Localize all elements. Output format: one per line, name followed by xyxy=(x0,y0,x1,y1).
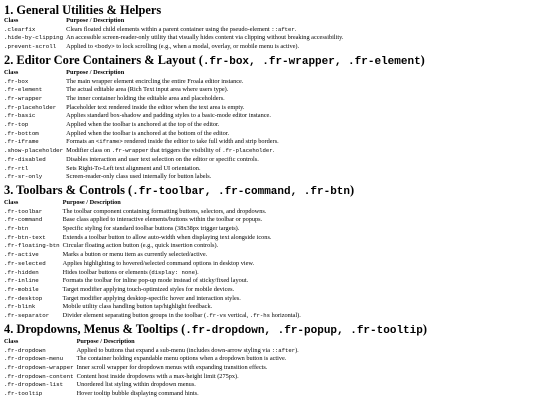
table-row xyxy=(4,165,282,174)
inline-code: .fr-placeholder xyxy=(222,147,273,155)
table-header-row xyxy=(4,199,304,208)
table-row xyxy=(4,43,346,52)
table-row xyxy=(4,390,302,399)
table-row xyxy=(4,225,304,234)
table-header-row xyxy=(4,338,302,347)
table-row xyxy=(4,34,346,43)
inline-code: ::after xyxy=(271,25,295,33)
table-row xyxy=(4,216,304,225)
class-name-cell: .fr-bottom xyxy=(4,129,39,137)
description-cell: Target modifier applying desktop-specific hover and interaction styles. xyxy=(62,294,241,302)
heading-class-list: .fr-box, .fr-wrapper, .fr-element xyxy=(202,55,421,68)
description-cell: The main wrapper element encircling the entire Froala editor instance. xyxy=(66,77,244,85)
description-cell: Applied to <body> to lock scrolling (e.g., when a modal, overlay, or mobile menu is active). xyxy=(66,43,300,51)
table-row xyxy=(4,303,304,312)
class-name-cell: .fr-dropdown xyxy=(4,346,46,354)
description-cell: Sets Right-To-Left text alignment and UI orientation. xyxy=(66,164,201,172)
class-name-cell: .fr-btn xyxy=(4,225,29,233)
table-header-row xyxy=(4,17,346,26)
description-cell: Modifier class on .fr-wrapper that triggers the visibility of .fr-placeholder. xyxy=(66,147,275,155)
description-cell: Formats the toolbar for inline pop-up mode instead of sticky/fixed layout. xyxy=(62,277,249,285)
table-dropdowns-menus xyxy=(4,338,302,399)
class-name-cell: .show-placeholder xyxy=(4,147,64,155)
class-name-cell: .fr-floating-btn xyxy=(4,242,60,250)
column-header-purpose: Purpose / Description xyxy=(66,68,125,76)
description-cell: Applied when the toolbar is anchored at the bottom of the editor. xyxy=(66,129,230,137)
column-header-purpose: Purpose / Description xyxy=(76,337,135,345)
table-body xyxy=(4,26,346,52)
class-name-cell: .fr-disabled xyxy=(4,155,46,163)
description-cell: Base class applied to interactive elements/buttons within the toolbar or popups. xyxy=(62,216,263,224)
description-cell: Content host inside dropdowns with a max-height limit (275px). xyxy=(76,372,239,380)
class-name-cell: .fr-desktop xyxy=(4,294,43,302)
inline-code: display: none xyxy=(151,268,195,276)
table-row xyxy=(4,234,304,243)
table-body xyxy=(4,208,304,321)
class-name-cell: .fr-command xyxy=(4,216,43,224)
table-row xyxy=(4,373,302,382)
class-name-cell: .fr-toolbar xyxy=(4,207,43,215)
inline-code: .fr-hs xyxy=(249,312,270,320)
description-cell: Placeholder text rendered inside the editor when the text area is empty. xyxy=(66,103,245,111)
table-row xyxy=(4,26,346,35)
table-row xyxy=(4,138,282,147)
inline-code: <iframe> xyxy=(95,138,123,146)
table-row xyxy=(4,251,304,260)
class-name-cell: .prevent-scroll xyxy=(4,43,57,51)
description-cell: Clears floated child elements within a parent container using the pseudo-element ::after. xyxy=(66,25,297,33)
inline-code: .fr-wrapper xyxy=(111,147,149,155)
class-name-cell: .fr-separator xyxy=(4,312,50,320)
column-header-class: Class xyxy=(4,337,19,345)
class-name-cell: .fr-placeholder xyxy=(4,103,57,111)
class-name-cell: .fr-inline xyxy=(4,277,39,285)
description-cell: Divider element separating button groups in the toolbar (.fr-vs vertical, .fr-hs horizontal). xyxy=(62,312,301,320)
table-row xyxy=(4,156,282,165)
table-row xyxy=(4,277,304,286)
description-cell: An accessible screen-reader-only utility that visually hides content via clipping without breaking accessibility. xyxy=(66,34,344,42)
description-cell: Unordered list styling within dropdown menus. xyxy=(76,381,196,389)
description-cell: Inner scroll wrapper for dropdown menus with expanding transition effects. xyxy=(76,363,268,371)
table-row xyxy=(4,381,302,390)
class-name-cell: .fr-element xyxy=(4,86,43,94)
description-cell: Applied to buttons that expand a sub-menu (includes down-arrow styling via ::after). xyxy=(76,346,299,354)
table-general-utilities xyxy=(4,17,346,52)
table-row xyxy=(4,130,282,139)
section-heading-editor-core: 2. Editor Core Containers & Layout (.fr-box, .fr-wrapper, .fr-element) xyxy=(4,52,425,68)
table-toolbars-controls xyxy=(4,199,304,321)
table-row xyxy=(4,95,282,104)
class-name-cell: .fr-top xyxy=(4,121,29,129)
column-header-class: Class xyxy=(4,198,19,206)
class-name-cell: .fr-dropdown-wrapper xyxy=(4,363,74,371)
table-row xyxy=(4,355,302,364)
table-row xyxy=(4,147,282,156)
class-name-cell: .fr-rtl xyxy=(4,164,29,172)
table-row xyxy=(4,242,304,251)
inline-code: <body> xyxy=(94,43,115,51)
description-cell: Disables interaction and user text selection on the editor or specific controls. xyxy=(66,155,259,163)
column-header-class: Class xyxy=(4,68,19,76)
table-row xyxy=(4,121,282,130)
class-name-cell: .fr-basic xyxy=(4,112,36,120)
class-name-cell: .fr-selected xyxy=(4,259,46,267)
table-row xyxy=(4,112,282,121)
heading-class-list: .fr-toolbar, .fr-command, .fr-btn xyxy=(132,185,351,198)
section-heading-toolbars-controls: 3. Toolbars & Controls (.fr-toolbar, .fr-command, .fr-btn) xyxy=(4,182,355,198)
description-cell: Screen-reader-only class used internally for button labels. xyxy=(66,173,212,181)
class-name-cell: .fr-dropdown-menu xyxy=(4,355,64,363)
column-header-purpose: Purpose / Description xyxy=(66,17,125,24)
class-name-cell: .fr-dropdown-content xyxy=(4,372,74,380)
description-cell: The actual editable area (Rich Text input area where users type). xyxy=(66,86,229,94)
table-row xyxy=(4,173,282,182)
description-cell: Marks a button or menu item as currently selected/active. xyxy=(62,251,208,259)
description-cell: Hides toolbar buttons or elements (display: none). xyxy=(62,268,199,276)
class-name-cell: .fr-btn-text xyxy=(4,233,46,241)
description-cell: Formats an <iframe> rendered inside the editor to take full width and strip borders. xyxy=(66,138,279,146)
table-row xyxy=(4,260,304,269)
description-cell: Applied when the toolbar is anchored at the top of the editor. xyxy=(66,121,220,129)
class-name-cell: .clearfix xyxy=(4,25,36,33)
class-name-cell: .fr-tooltip xyxy=(4,390,43,398)
class-name-cell: .fr-blink xyxy=(4,303,36,311)
inline-code: .fr-vs xyxy=(206,312,227,320)
table-row xyxy=(4,364,302,373)
class-name-cell: .fr-iframe xyxy=(4,138,39,146)
table-row xyxy=(4,286,304,295)
class-name-cell: .hide-by-clipping xyxy=(4,34,64,42)
description-cell: Mobile utility class handling button tap/highlight feedback. xyxy=(62,303,213,311)
class-name-cell: .fr-sr-only xyxy=(4,173,43,181)
section-heading-dropdowns-menus: 4. Dropdowns, Menus & Tooltips (.fr-dropdown, .fr-popup, .fr-tooltip) xyxy=(4,321,427,337)
class-name-cell: .fr-box xyxy=(4,77,29,85)
table-row xyxy=(4,208,304,217)
column-header-purpose: Purpose / Description xyxy=(62,198,121,206)
section-heading-general-utilities: 1. General Utilities & Helpers xyxy=(4,3,162,17)
description-cell: Specific styling for standard toolbar buttons (38x38px trigger targets). xyxy=(62,225,240,233)
table-row xyxy=(4,295,304,304)
table-body xyxy=(4,347,302,399)
description-cell: The toolbar component containing formatting buttons, selectors, and dropdowns. xyxy=(62,207,267,215)
description-cell: Applies standard box-shadow and padding styles to a basic-mode editor instance. xyxy=(66,112,271,120)
class-name-cell: .fr-mobile xyxy=(4,285,39,293)
table-row xyxy=(4,104,282,113)
table-row xyxy=(4,269,304,278)
description-cell: Applies highlighting to hovered/selected command options in desktop view. xyxy=(62,259,255,267)
table-row xyxy=(4,347,302,356)
description-cell: Extends a toolbar button to allow auto-width when displaying text alongside icons. xyxy=(62,233,272,241)
class-name-cell: .fr-dropdown-list xyxy=(4,381,64,389)
class-name-cell: .fr-wrapper xyxy=(4,94,43,102)
description-cell: The container holding expandable menu options when a dropdown button is active. xyxy=(76,355,287,363)
table-editor-core xyxy=(4,69,282,182)
heading-class-list: .fr-dropdown, .fr-popup, .fr-tooltip xyxy=(185,324,423,337)
class-name-cell: .fr-active xyxy=(4,251,39,259)
description-cell: Hover tooltip bubble displaying command hints. xyxy=(76,390,199,398)
class-name-cell: .fr-hidden xyxy=(4,268,39,276)
description-cell: Circular floating action button (e.g., quick insertion controls). xyxy=(62,242,219,250)
column-header-class: Class xyxy=(4,17,19,24)
inline-code: ::after xyxy=(271,346,296,354)
description-cell: Target modifier applying touch-optimized styles for mobile devices. xyxy=(62,285,235,293)
description-cell: The inner container holding the editable area and placeholders. xyxy=(66,94,225,102)
table-row xyxy=(4,78,282,87)
table-row xyxy=(4,86,282,95)
table-body xyxy=(4,78,282,182)
table-header-row xyxy=(4,69,282,78)
table-row xyxy=(4,312,304,321)
